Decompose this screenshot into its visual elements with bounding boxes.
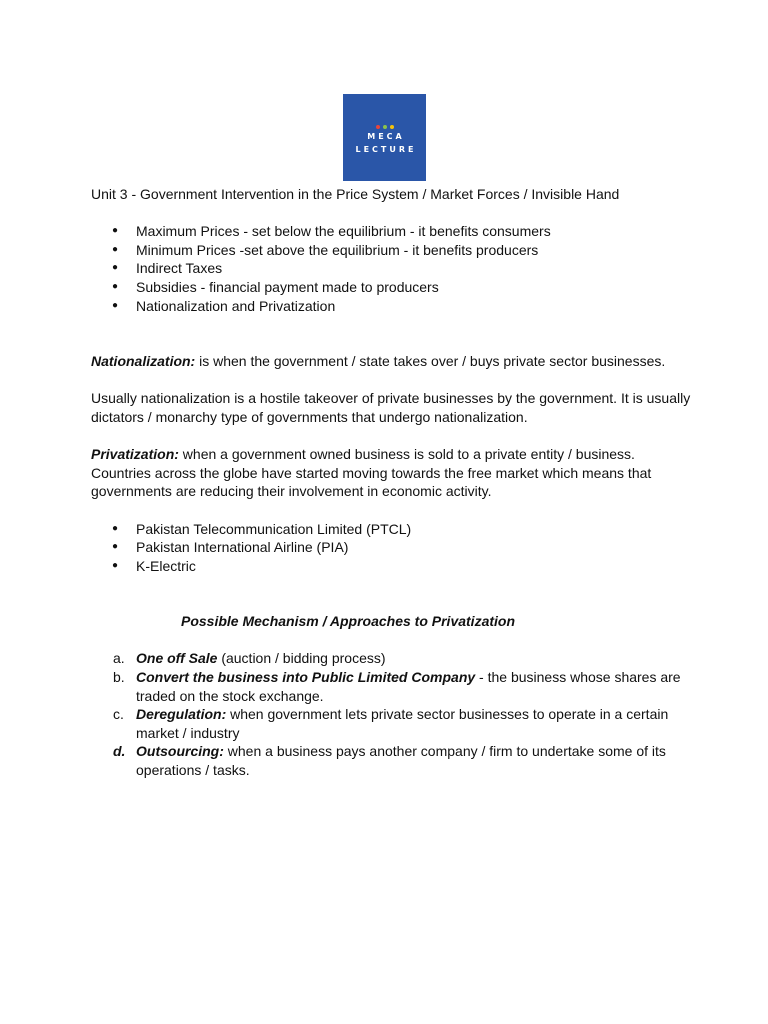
logo-text-line2: LECTURE [355, 145, 417, 154]
mechanism-text: (auction / bidding process) [217, 650, 386, 667]
list-marker: a. [113, 650, 125, 667]
nationalization-definition: is when the government / state takes over / buys private sector businesses. [195, 353, 666, 370]
nationalization-note: Usually nationalization is a hostile takeover of private businesses by the government. It is usually dictators / monarchy type of governments that undergo nationalization. [91, 390, 691, 425]
mechanism-text: when government lets private sector businesses to operate in a certain market / industry [136, 706, 669, 741]
nationalization-paragraph [91, 352, 691, 371]
list-item [91, 649, 691, 668]
list-item: ● Minimum Prices -set above the equilibrium - it benefits producers [91, 241, 691, 260]
mechanism-text: - the business whose shares are traded on the stock exchange. [136, 669, 681, 704]
mechanism-term: Deregulation: [136, 706, 227, 723]
logo-dot-red [376, 125, 380, 129]
privatization-examples [91, 520, 691, 576]
list-item: ● Pakistan Telecommunication Limited (PTCL) [91, 520, 691, 539]
list-marker: c. [113, 706, 124, 723]
list-item: ● Nationalization and Privatization [91, 297, 691, 316]
privatization-term: Privatization: [91, 446, 179, 463]
mechanism-text: when a business pays another company / firm to undertake some of its operations / tasks. [136, 743, 666, 779]
list-item [91, 668, 691, 705]
list-item [91, 705, 691, 742]
mechanisms-list [91, 649, 691, 779]
mechanism-term: One off Sale [136, 650, 218, 667]
privatization-definition: when a government owned business is sold to a private entity / business. Countries across the globe have started moving towards the free market which means that governments are reducing their involvement in economic activity. [91, 446, 652, 500]
logo-dot-yellow [390, 125, 394, 129]
logo-dots [343, 125, 426, 129]
list-item: ● Maximum Prices - set below the equilibrium - it benefits consumers [91, 222, 691, 241]
mechanism-term: Convert the business into Public Limited Company [136, 669, 476, 686]
list-marker: d. [113, 743, 126, 760]
document-content [91, 185, 691, 780]
nationalization-term: Nationalization: [91, 353, 196, 370]
list-marker: b. [113, 669, 125, 686]
intervention-list [91, 222, 691, 315]
meca-lecture-logo [343, 94, 426, 181]
logo-text-line1: MECA [367, 132, 405, 141]
privatization-paragraph [91, 445, 691, 501]
mechanisms-heading: Possible Mechanism / Approaches to Privatization [181, 613, 516, 630]
list-item: ● Indirect Taxes [91, 259, 691, 278]
list-item: ● Pakistan International Airline (PIA) [91, 538, 691, 557]
list-item: ● Subsidies - financial payment made to producers [91, 278, 691, 297]
mechanism-term: Outsourcing: [136, 743, 224, 760]
list-item [91, 742, 691, 779]
page-title: Unit 3 - Government Intervention in the Price System / Market Forces / Invisible Hand [91, 186, 620, 202]
list-item: ● K-Electric [91, 557, 691, 576]
logo-dot-green [383, 125, 387, 129]
